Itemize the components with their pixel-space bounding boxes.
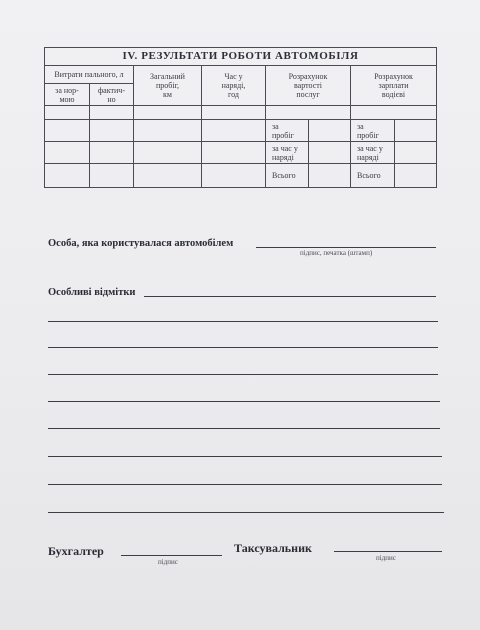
salary-row-label: за пробіг bbox=[351, 120, 395, 142]
time-on-order-cell[interactable] bbox=[202, 120, 266, 142]
salary-value-cell[interactable] bbox=[395, 120, 437, 142]
fuel-actual-cell[interactable] bbox=[90, 106, 134, 120]
cost-row-label: за час у наряді bbox=[266, 142, 309, 164]
fuel-norm-cell[interactable] bbox=[45, 120, 90, 142]
total-mileage-cell[interactable] bbox=[134, 120, 202, 142]
cost-total-cell[interactable] bbox=[309, 164, 351, 188]
salary-total-cell[interactable] bbox=[395, 164, 437, 188]
cost-value-cell[interactable] bbox=[309, 120, 351, 142]
cost-value-cell[interactable] bbox=[309, 142, 351, 164]
cost-calc-header: Розрахунок вартості послуг bbox=[266, 66, 351, 106]
section-title: IV. РЕЗУЛЬТАТИ РОБОТИ АВТОМОБІЛЯ bbox=[45, 48, 437, 66]
vehicle-results-table bbox=[44, 47, 437, 188]
person-label: Особа, яка користувалася автомобілем bbox=[48, 238, 234, 249]
cost-row-label: за пробіг bbox=[266, 120, 309, 142]
accountant-signature-line[interactable] bbox=[121, 555, 222, 556]
time-on-order-cell[interactable] bbox=[202, 164, 266, 188]
notes-label: Особливі відмітки bbox=[48, 287, 136, 298]
notes-line-7[interactable] bbox=[48, 484, 442, 485]
total-mileage-cell[interactable] bbox=[134, 106, 202, 120]
person-caption: підпис, печатка (штамп) bbox=[300, 249, 373, 257]
taxi-driver-signature-line[interactable] bbox=[334, 551, 442, 552]
total-mileage-cell[interactable] bbox=[134, 164, 202, 188]
fuel-actual-header: фактич- но bbox=[90, 84, 134, 106]
notes-line-2[interactable] bbox=[48, 347, 438, 348]
time-on-order-cell[interactable] bbox=[202, 106, 266, 120]
cost-total-label: Всього bbox=[266, 164, 309, 188]
salary-blank-cell bbox=[351, 106, 437, 120]
fuel-norm-cell[interactable] bbox=[45, 106, 90, 120]
notes-line-1[interactable] bbox=[48, 321, 438, 322]
fuel-norm-header: за нор- мою bbox=[45, 84, 90, 106]
notes-line-6[interactable] bbox=[48, 456, 442, 457]
notes-line-3[interactable] bbox=[48, 374, 438, 375]
total-mileage-header: Загальний пробіг, км bbox=[134, 66, 202, 106]
salary-value-cell[interactable] bbox=[395, 142, 437, 164]
accountant-caption: підпис bbox=[158, 558, 178, 566]
salary-total-label: Всього bbox=[351, 164, 395, 188]
salary-row-label: за час у наряді bbox=[351, 142, 395, 164]
accountant-label: Бухгалтер bbox=[48, 544, 104, 558]
notes-line-8[interactable] bbox=[48, 512, 444, 513]
notes-line-0[interactable] bbox=[144, 296, 436, 297]
fuel-actual-cell[interactable] bbox=[90, 142, 134, 164]
cost-blank-cell bbox=[266, 106, 351, 120]
taxi-driver-caption: підпис bbox=[376, 554, 396, 562]
time-on-order-cell[interactable] bbox=[202, 142, 266, 164]
salary-calc-header: Розрахунок зарплати водієві bbox=[351, 66, 437, 106]
fuel-header: Витрати пального, л bbox=[45, 66, 134, 84]
fuel-actual-cell[interactable] bbox=[90, 120, 134, 142]
person-signature-line[interactable] bbox=[256, 247, 436, 248]
fuel-actual-cell[interactable] bbox=[90, 164, 134, 188]
total-mileage-cell[interactable] bbox=[134, 142, 202, 164]
notes-line-5[interactable] bbox=[48, 428, 440, 429]
notes-line-4[interactable] bbox=[48, 401, 440, 402]
fuel-norm-cell[interactable] bbox=[45, 164, 90, 188]
fuel-norm-cell[interactable] bbox=[45, 142, 90, 164]
time-on-order-header: Час у наряді, год bbox=[202, 66, 266, 106]
taxi-driver-label: Таксувальник bbox=[234, 541, 312, 555]
